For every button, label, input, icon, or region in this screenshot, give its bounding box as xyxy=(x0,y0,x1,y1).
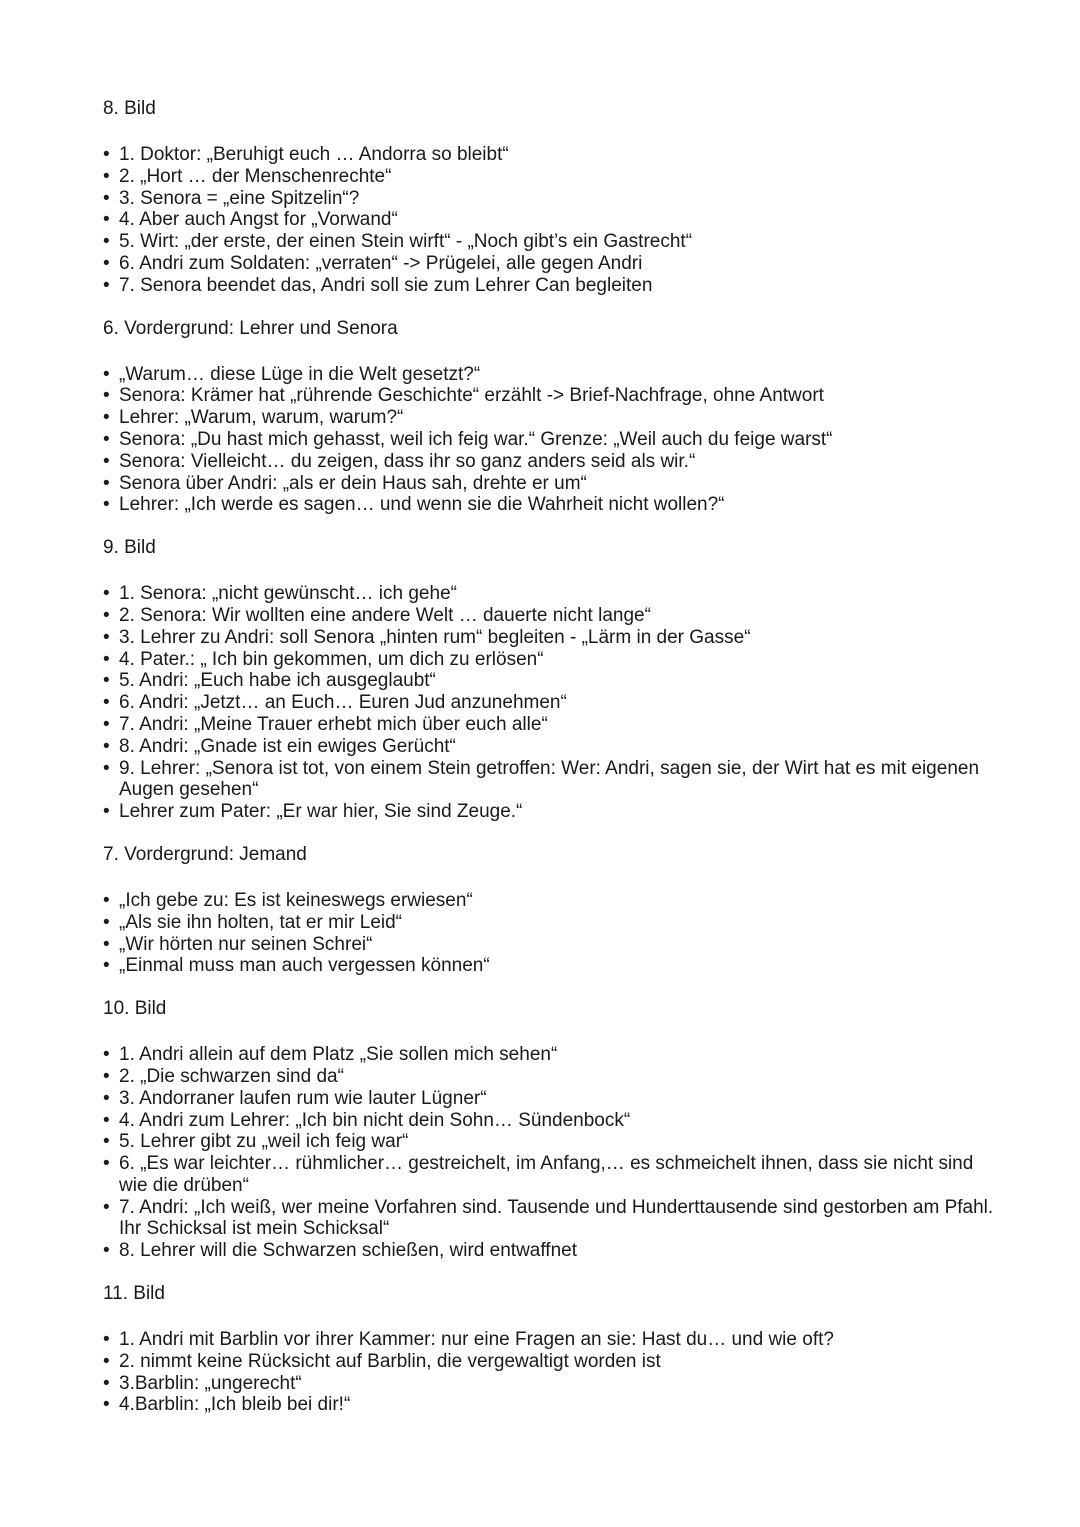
list-item xyxy=(103,1240,1003,1262)
list-item xyxy=(103,429,1003,451)
list-item-text: 4. Pater.: „ Ich bin gekommen, um dich zu erlösen“ xyxy=(119,648,544,670)
section-9-bild xyxy=(103,537,1003,823)
bullet-icon: • xyxy=(103,1131,110,1153)
list-item-text: 2. „Die schwarzen sind da“ xyxy=(119,1065,344,1087)
section-title: 8. Bild xyxy=(103,98,156,119)
bullet-list xyxy=(103,890,1003,977)
bullet-icon: • xyxy=(103,1044,110,1066)
list-item xyxy=(103,736,1003,758)
bullet-icon: • xyxy=(103,165,110,187)
list-item-text: 4. Aber auch Angst for „Vorwand“ xyxy=(119,209,398,231)
list-item-text: 8. Andri: „Gnade ist ein ewiges Gerücht“ xyxy=(119,735,456,757)
list-item-text: 3. Lehrer zu Andri: soll Senora „hinten rum“ begleiten - „Lärm in der Gasse“ xyxy=(119,626,751,648)
bullet-icon: • xyxy=(103,648,110,670)
list-item-text: 7. Andri: „Ich weiß, wer meine Vorfahren sind. Tausende und Hunderttausende sind gestorben am Pfahl. Ihr Schicksal ist mein Schicksal“ xyxy=(119,1196,994,1240)
list-item xyxy=(103,1088,1003,1110)
bullet-icon: • xyxy=(103,450,110,472)
list-item xyxy=(103,231,1003,253)
bullet-list xyxy=(103,1044,1003,1262)
bullet-icon: • xyxy=(103,670,110,692)
list-item xyxy=(103,758,1003,802)
list-item-text: Lehrer zum Pater: „Er war hier, Sie sind Zeuge.“ xyxy=(119,801,523,823)
bullet-icon: • xyxy=(103,1196,110,1218)
bullet-icon: • xyxy=(103,604,110,626)
list-item-text: 6. Andri: „Jetzt… an Euch… Euren Jud anzunehmen“ xyxy=(119,692,567,714)
bullet-list xyxy=(103,364,1003,517)
list-item xyxy=(103,473,1003,495)
list-item-text: „Wir hörten nur seinen Schrei“ xyxy=(119,933,373,955)
list-item xyxy=(103,1197,1003,1241)
list-item xyxy=(103,714,1003,736)
list-item xyxy=(103,188,1003,210)
bullet-icon: • xyxy=(103,1065,110,1087)
bullet-icon: • xyxy=(103,801,110,823)
bullet-icon: • xyxy=(103,889,110,911)
list-item xyxy=(103,1066,1003,1088)
list-item xyxy=(103,1044,1003,1066)
bullet-icon: • xyxy=(103,472,110,494)
list-item xyxy=(103,955,1003,977)
bullet-icon: • xyxy=(103,735,110,757)
list-item xyxy=(103,1131,1003,1153)
list-item xyxy=(103,649,1003,671)
list-item xyxy=(103,166,1003,188)
list-item-text: 6. Andri zum Soldaten: „verraten“ -> Prügelei, alle gegen Andri xyxy=(119,252,643,274)
section-title: 11. Bild xyxy=(103,1283,165,1305)
list-item xyxy=(103,385,1003,407)
list-item xyxy=(103,253,1003,275)
bullet-icon: • xyxy=(103,144,110,165)
list-item xyxy=(103,583,1003,605)
list-item xyxy=(103,407,1003,429)
section-11-bild xyxy=(103,1283,1003,1416)
list-item xyxy=(103,605,1003,627)
list-item xyxy=(103,627,1003,649)
bullet-icon: • xyxy=(103,209,110,231)
bullet-list xyxy=(103,583,1003,823)
list-item xyxy=(103,670,1003,692)
bullet-icon: • xyxy=(103,1394,110,1416)
bullet-icon: • xyxy=(103,252,110,274)
bullet-icon: • xyxy=(103,955,110,977)
bullet-icon: • xyxy=(103,1087,110,1109)
section-7-vordergrund xyxy=(103,844,1003,977)
bullet-icon: • xyxy=(103,231,110,253)
bullet-icon: • xyxy=(103,911,110,933)
list-item xyxy=(103,692,1003,714)
section-title: 7. Vordergrund: Jemand xyxy=(103,843,307,865)
list-item xyxy=(103,451,1003,473)
bullet-icon: • xyxy=(103,1240,110,1262)
bullet-icon: • xyxy=(103,1329,110,1351)
list-item xyxy=(103,890,1003,912)
list-item-text: 4. Andri zum Lehrer: „Ich bin nicht dein Sohn… Sündenbock“ xyxy=(119,1109,631,1131)
bullet-icon: • xyxy=(103,187,110,209)
list-item-text: 9. Lehrer: „Senora ist tot, von einem Stein getroffen: Wer: Andri, sagen sie, der Wirt hat es mit eigenen Augen gesehen“ xyxy=(119,757,980,801)
list-item-text: Senora über Andri: „als er dein Haus sah, drehte er um“ xyxy=(119,472,587,494)
list-item xyxy=(103,1153,1003,1197)
section-title: 9. Bild xyxy=(103,537,156,559)
bullet-icon: • xyxy=(103,363,110,385)
section-title: 10. Bild xyxy=(103,998,167,1020)
list-item xyxy=(103,144,1003,166)
list-item-text: 2. nimmt keine Rücksicht auf Barblin, die vergewaltigt worden ist xyxy=(119,1350,661,1372)
list-item-text: Senora: Krämer hat „rührende Geschichte“ erzählt -> Brief-Nachfrage, ohne Antwort xyxy=(119,385,824,407)
list-item-text: 2. Senora: Wir wollten eine andere Welt … dauerte nicht lange“ xyxy=(119,604,651,626)
bullet-icon: • xyxy=(103,583,110,605)
list-item xyxy=(103,364,1003,386)
list-item-text: 8. Lehrer will die Schwarzen schießen, wird entwaffnet xyxy=(119,1240,577,1262)
section-title: 6. Vordergrund: Lehrer und Senora xyxy=(103,317,398,339)
list-item-text: 6. „Es war leichter… rühmlicher… gestreichelt, im Anfang,… es schmeichelt ihnen, dass sie nicht sind wie die drüben“ xyxy=(119,1153,974,1196)
list-item-text: 7. Andri: „Meine Trauer erhebt mich über euch alle“ xyxy=(119,713,548,735)
list-item-text: 1. Andri allein auf dem Platz „Sie sollen mich sehen“ xyxy=(119,1044,558,1066)
bullet-icon: • xyxy=(103,713,110,735)
list-item-text: 1. Senora: „nicht gewünscht… ich gehe“ xyxy=(119,583,457,605)
list-item-text: Senora: Vielleicht… du zeigen, dass ihr so ganz anders seid als wir.“ xyxy=(119,450,696,472)
list-item xyxy=(103,934,1003,956)
list-item-text: 5. Andri: „Euch habe ich ausgeglaubt“ xyxy=(119,670,436,692)
list-item xyxy=(103,209,1003,231)
bullet-icon: • xyxy=(103,274,110,296)
list-item-text: Lehrer: „Warum, warum, warum?“ xyxy=(119,407,404,429)
bullet-icon: • xyxy=(103,1372,110,1394)
list-item xyxy=(103,1373,1003,1395)
list-item-text: „Warum… diese Lüge in die Welt gesetzt?“ xyxy=(119,363,481,385)
bullet-list xyxy=(103,144,1003,297)
list-item-text: „Einmal muss man auch vergessen können“ xyxy=(119,955,490,977)
list-item-text: 4.Barblin: „Ich bleib bei dir!“ xyxy=(119,1394,351,1416)
list-item-text: 7. Senora beendet das, Andri soll sie zum Lehrer Can begleiten xyxy=(119,274,653,296)
list-item-text: 5. Wirt: „der erste, der einen Stein wirft“ - „Noch gibt’s ein Gastrecht“ xyxy=(119,231,693,253)
list-item-text: 2. „Hort … der Menschenrechte“ xyxy=(119,165,392,187)
document-page xyxy=(103,98,1003,1437)
list-item xyxy=(103,1110,1003,1132)
list-item xyxy=(103,275,1003,297)
bullet-icon: • xyxy=(103,1153,110,1175)
list-item xyxy=(103,912,1003,934)
list-item xyxy=(103,801,1003,823)
list-item-text: 5. Lehrer gibt zu „weil ich feig war“ xyxy=(119,1131,409,1153)
section-10-bild xyxy=(103,998,1003,1262)
section-6-vordergrund xyxy=(103,318,1003,517)
section-8-bild xyxy=(103,98,1003,297)
bullet-icon: • xyxy=(103,407,110,429)
bullet-icon: • xyxy=(103,626,110,648)
bullet-icon: • xyxy=(103,1350,110,1372)
list-item-text: Senora: „Du hast mich gehasst, weil ich feig war.“ Grenze: „Weil auch du feige warst“ xyxy=(119,428,833,450)
list-item-text: Lehrer: „Ich werde es sagen… und wenn sie die Wahrheit nicht wollen?“ xyxy=(119,494,725,516)
list-item xyxy=(103,494,1003,516)
bullet-icon: • xyxy=(103,692,110,714)
bullet-icon: • xyxy=(103,933,110,955)
list-item-text: „Ich gebe zu: Es ist keineswegs erwiesen“ xyxy=(119,889,473,911)
list-item-text: 3. Senora = „eine Spitzelin“? xyxy=(119,187,360,209)
list-item-text: 3.Barblin: „ungerecht“ xyxy=(119,1372,302,1394)
bullet-list xyxy=(103,1329,1003,1416)
list-item xyxy=(103,1351,1003,1373)
list-item-text: „Als sie ihn holten, tat er mir Leid“ xyxy=(119,911,403,933)
list-item xyxy=(103,1394,1003,1416)
bullet-icon: • xyxy=(103,428,110,450)
list-item-text: 1. Doktor: „Beruhigt euch … Andorra so bleibt“ xyxy=(119,144,509,165)
bullet-icon: • xyxy=(103,494,110,516)
bullet-icon: • xyxy=(103,385,110,407)
bullet-icon: • xyxy=(103,757,110,779)
list-item-text: 1. Andri mit Barblin vor ihrer Kammer: nur eine Fragen an sie: Hast du… und wie oft? xyxy=(119,1329,834,1351)
list-item xyxy=(103,1329,1003,1351)
bullet-icon: • xyxy=(103,1109,110,1131)
list-item-text: 3. Andorraner laufen rum wie lauter Lügner“ xyxy=(119,1087,487,1109)
